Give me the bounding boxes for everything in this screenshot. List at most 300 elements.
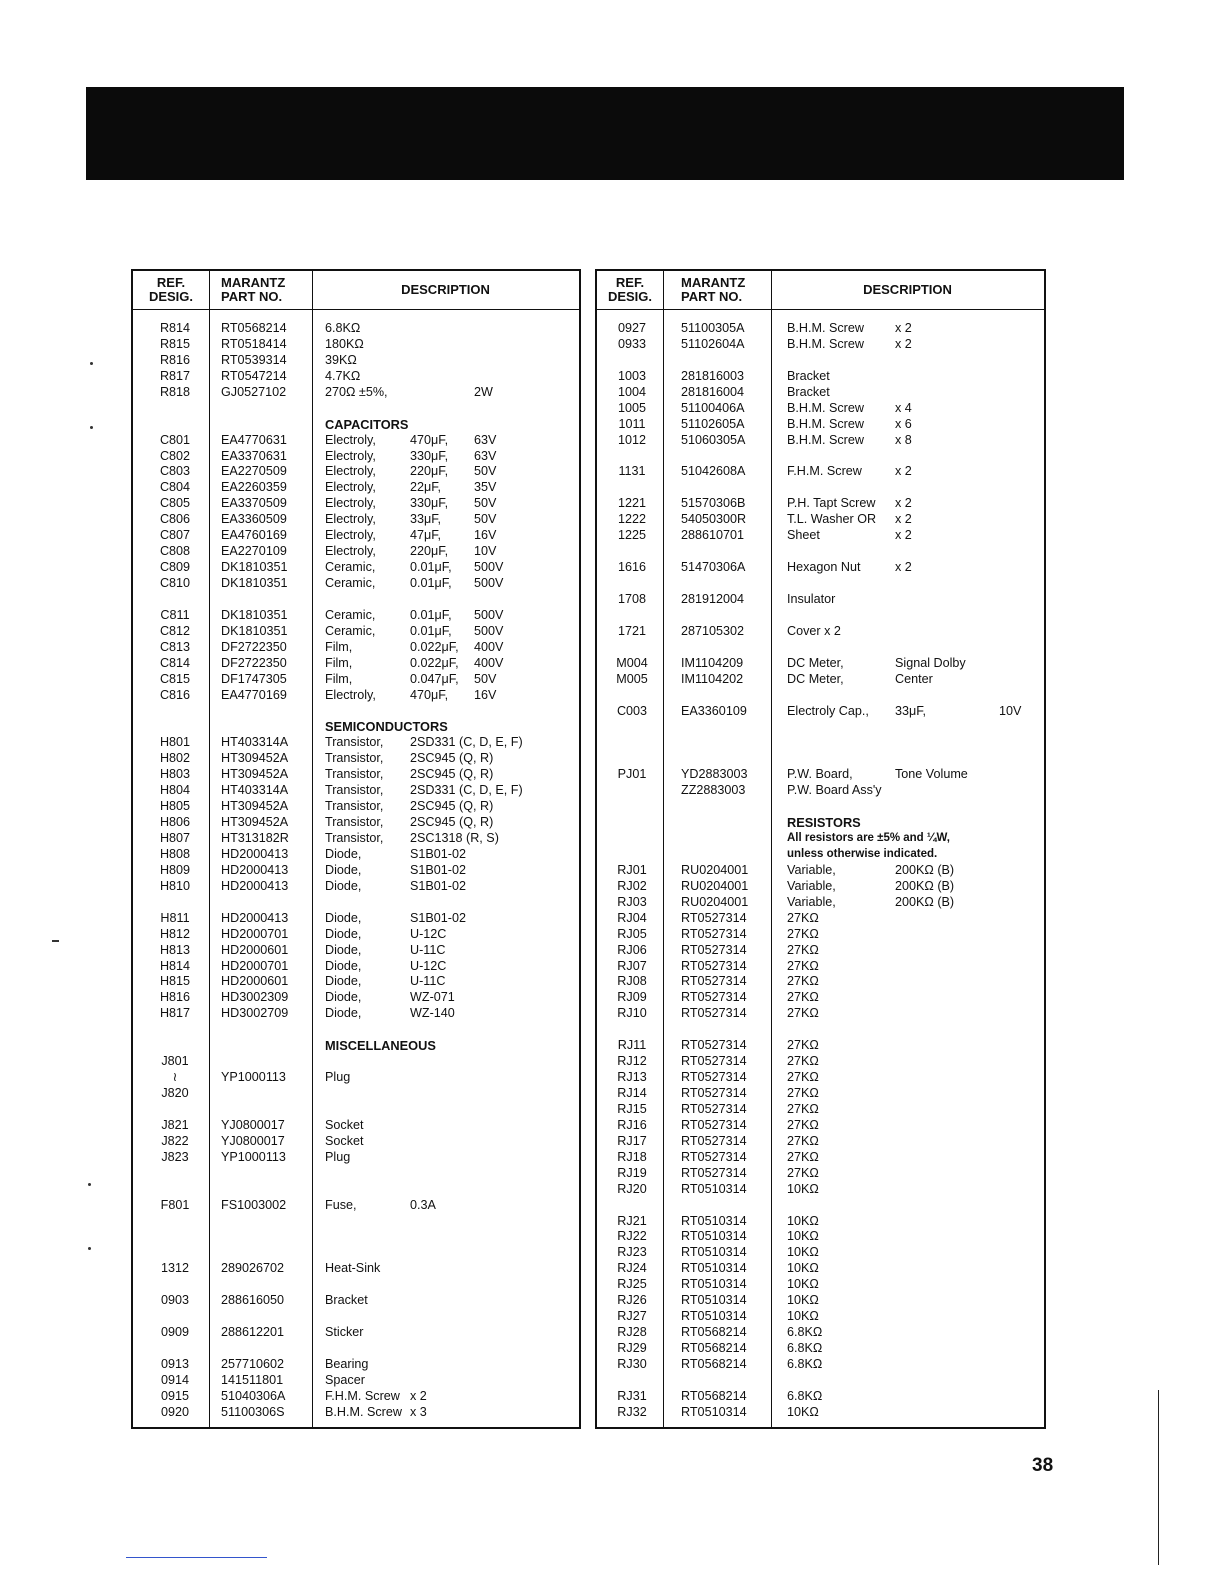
ref-desig: 0914 (160, 1372, 190, 1387)
description: 4.7KΩ (325, 368, 361, 383)
description: Socket (325, 1117, 364, 1132)
spec-value: 0.01μF, (410, 560, 452, 575)
part-number: HD3002709 (221, 1006, 289, 1021)
table-row (133, 496, 579, 512)
ref-desig: RJ25 (617, 1277, 647, 1292)
table-row (597, 496, 1044, 512)
part-number: EA4770631 (221, 432, 287, 447)
part-number: 51100306S (221, 1404, 285, 1419)
table-row (133, 1405, 579, 1421)
table-row (597, 879, 1044, 895)
part-number: DK1810351 (221, 623, 288, 638)
description: 6.8KΩ (787, 1325, 823, 1340)
ref-desig-header (597, 271, 663, 309)
table-row (597, 1118, 1044, 1134)
table-row (133, 449, 579, 465)
part-number: 51060305A (681, 432, 746, 447)
ref-desig: 0913 (160, 1356, 190, 1371)
part-number: EA3360109 (681, 703, 747, 718)
part-number: DK1810351 (221, 560, 288, 575)
table-row (597, 321, 1044, 337)
description: P.W. Board, (787, 767, 853, 782)
part-number: RT0527314 (681, 1038, 747, 1053)
spec-value: 2SC945 (Q, R) (410, 815, 494, 830)
ref-desig: RJ32 (617, 1404, 647, 1419)
ref-desig: J823 (161, 1149, 189, 1164)
table-row (597, 1134, 1044, 1150)
description: Electroly, (325, 448, 376, 463)
table-row (133, 528, 579, 544)
rating-value: 400V (474, 639, 504, 654)
spec-value: 2SC945 (Q, R) (410, 767, 494, 782)
spec-value: WZ-071 (410, 990, 455, 1005)
description: B.H.M. Screw (325, 1404, 402, 1419)
part-number: HD2000701 (221, 926, 289, 941)
part-number: EA3360509 (221, 512, 287, 527)
part-number: RT0568214 (221, 321, 287, 335)
spacer-row (597, 640, 1044, 656)
description: Electroly, (325, 544, 376, 559)
ref-desig: 0933 (617, 336, 647, 351)
ref-desig: H801 (159, 735, 191, 750)
spacer-row (597, 449, 1044, 465)
description: 10KΩ (787, 1277, 819, 1292)
table-row (133, 927, 579, 943)
spacer-row (597, 1022, 1044, 1038)
rating-value: 50V (474, 464, 497, 479)
part-number: RU0204001 (681, 894, 749, 909)
description: Electroly, (325, 496, 376, 511)
part-no-header (681, 271, 771, 309)
part-number: RT0527314 (681, 1133, 747, 1148)
part-number: RT0547214 (221, 368, 287, 383)
part-number: RT0527314 (681, 958, 747, 973)
part-number: RT0539314 (221, 352, 287, 367)
part-number: RT0568214 (681, 1388, 747, 1403)
table-row (597, 1070, 1044, 1086)
table-row (133, 672, 579, 688)
ref-desig: RJ12 (617, 1054, 647, 1069)
description: 10KΩ (787, 1404, 819, 1419)
part-number: RT0527314 (681, 910, 747, 925)
table-row (133, 1038, 579, 1054)
table-row (597, 831, 1044, 847)
description: Bearing (325, 1356, 369, 1371)
part-number: 54050300R (681, 512, 747, 527)
table-row (133, 576, 579, 592)
table-row (133, 783, 579, 799)
ref-desig: R817 (159, 368, 191, 383)
ref-desig: J820 (161, 1086, 189, 1100)
description: DC Meter, (787, 655, 844, 670)
ref-desig: J822 (161, 1133, 189, 1148)
part-number: 51042608A (681, 464, 746, 479)
table-row (597, 1325, 1044, 1341)
table-row (597, 1038, 1044, 1054)
description-header-label: DESCRIPTION (401, 282, 490, 297)
part-number: HD2000413 (221, 846, 289, 861)
description: 27KΩ (787, 942, 819, 957)
description: 10KΩ (787, 1261, 819, 1276)
table-row (133, 831, 579, 847)
table-row (133, 544, 579, 560)
description: Electroly, (325, 687, 376, 702)
ref-desig: F801 (160, 1197, 190, 1212)
spacer-row (597, 688, 1044, 704)
description: Variable, (787, 878, 836, 893)
ref-desig: 1011 (618, 416, 646, 431)
margin-mark (90, 362, 93, 365)
ref-desig: H816 (159, 990, 191, 1005)
rating-value: 10V (474, 544, 497, 559)
description: Plug (325, 1070, 351, 1085)
part-number: 51470306A (681, 560, 746, 575)
description: Diode, (325, 942, 362, 957)
part-number: FS1003002 (221, 1197, 287, 1212)
part-number: HT403314A (221, 735, 289, 750)
part-number: RT0527314 (681, 990, 747, 1005)
parts-rows-left (133, 321, 579, 1421)
ref-desig: RJ05 (617, 926, 647, 941)
table-row (597, 1261, 1044, 1277)
table-row (597, 1182, 1044, 1198)
description: Diode, (325, 910, 362, 925)
ref-desig: 1012 (617, 432, 647, 447)
spec-value: S1B01-02 (410, 878, 467, 893)
ref-desig: C802 (159, 448, 191, 463)
spec-value: Center (895, 671, 933, 686)
ref-desig: H812 (159, 926, 191, 941)
part-number: RU0204001 (681, 862, 749, 877)
spec-value: U-11C (410, 974, 446, 989)
part-number: RT0510314 (681, 1229, 747, 1244)
part-number: HD2000413 (221, 862, 289, 877)
table-row (133, 1134, 579, 1150)
spec-value: 470μF, (410, 687, 449, 702)
table-row (133, 735, 579, 751)
spacer-row (133, 1245, 579, 1261)
part-number: 51100406A (681, 400, 745, 415)
spec-value: 2SD331 (C, D, E, F) (410, 783, 523, 798)
part-number: 141511801 (221, 1372, 284, 1387)
table-row (133, 433, 579, 449)
table-row (597, 624, 1044, 640)
table-row (133, 815, 579, 831)
spec-value: 0.022μF, (410, 639, 459, 654)
ref-desig: 0903 (160, 1293, 190, 1308)
part-number: RT0527314 (681, 1070, 747, 1085)
rating-value: 400V (474, 655, 504, 670)
part-number: EA4770169 (221, 687, 287, 702)
part-number: DK1810351 (221, 576, 288, 590)
ref-header-line2: DESIG. (607, 289, 653, 304)
spec-value: 22μF, (410, 480, 442, 495)
description: 27KΩ (787, 958, 819, 973)
ref-desig: R816 (159, 352, 191, 367)
header-divider (133, 309, 579, 310)
ref-desig-header (133, 271, 209, 309)
table-row (133, 1357, 579, 1373)
part-no-header (221, 271, 311, 309)
table-row (597, 1309, 1044, 1325)
description: Diode, (325, 1006, 362, 1021)
description: 27KΩ (787, 1117, 819, 1132)
ref-desig: C807 (159, 528, 191, 543)
part-number: YD2883003 (681, 767, 748, 782)
table-row (597, 512, 1044, 528)
ref-desig: C803 (159, 464, 191, 479)
ref-desig: 1225 (617, 528, 647, 543)
part-header-line2: PART NO. (221, 289, 283, 304)
part-number: ZZ2883003 (681, 783, 746, 798)
ref-desig: 0927 (617, 321, 647, 335)
spacer-row (133, 1214, 579, 1230)
part-number: 288612201 (221, 1325, 285, 1340)
table-row (597, 911, 1044, 927)
part-number: RT0510314 (681, 1261, 747, 1276)
rating-value: 50V (474, 671, 497, 686)
description: P.W. Board Ass'y (787, 783, 882, 798)
spec-value: x 6 (895, 416, 912, 431)
ref-desig: C812 (159, 623, 191, 638)
table-row (133, 879, 579, 895)
ref-desig: RJ03 (617, 894, 647, 909)
ref-desig: RJ15 (617, 1101, 647, 1116)
ref-desig: C815 (159, 671, 191, 686)
ref-desig: C816 (159, 687, 191, 702)
section-note: unless otherwise indicated. (787, 847, 938, 860)
table-row (597, 528, 1044, 544)
part-number: DK1810351 (221, 607, 288, 622)
part-number: EA2270509 (221, 464, 287, 479)
table-row (133, 464, 579, 480)
description: B.H.M. Screw (787, 336, 864, 351)
part-number: YJ0800017 (221, 1117, 285, 1132)
part-number: RT0568214 (681, 1325, 747, 1340)
spacer-row (597, 1373, 1044, 1389)
description: Diode, (325, 990, 362, 1005)
ref-desig: 1616 (617, 560, 647, 575)
parts-table-right (595, 269, 1046, 1429)
ref-desig: RJ19 (617, 1165, 647, 1180)
ref-desig: 1222 (617, 512, 647, 527)
table-row (133, 943, 579, 959)
part-number: 281816004 (681, 384, 745, 399)
table-row (597, 1166, 1044, 1182)
ref-desig: C808 (159, 544, 191, 559)
spec-value: U-12C (410, 926, 447, 941)
spacer-row (133, 401, 579, 417)
description: Sticker (325, 1325, 364, 1340)
description: Transistor, (325, 751, 384, 766)
section-heading: CAPACITORS (325, 416, 409, 432)
description: Insulator (787, 591, 836, 606)
description: 27KΩ (787, 1054, 819, 1069)
header-divider (597, 309, 1044, 310)
part-number: 281912004 (681, 591, 745, 606)
part-number: HD2000601 (221, 974, 289, 989)
table-row (597, 1086, 1044, 1102)
table-row (133, 1118, 579, 1134)
part-number: RT0527314 (681, 1054, 747, 1069)
spec-value: U-12C (410, 958, 447, 973)
ref-desig: H817 (159, 1006, 191, 1021)
ref-desig: RJ08 (617, 974, 647, 989)
part-number: HD2000701 (221, 958, 289, 973)
description: Spacer (325, 1372, 365, 1387)
table-row (133, 321, 579, 337)
description: 27KΩ (787, 1149, 819, 1164)
ref-desig: J801 (161, 1054, 189, 1069)
ref-desig: C805 (159, 496, 191, 511)
description: Electroly, (325, 512, 376, 527)
description: Plug (325, 1149, 351, 1164)
section-note: All resistors are ±5% and ¼W, (787, 832, 950, 844)
ref-desig: J821 (161, 1117, 189, 1132)
spec-value: x 2 (410, 1388, 427, 1403)
rating-value: 500V (474, 607, 504, 622)
parts-rows-right (597, 321, 1044, 1421)
ref-desig: M004 (616, 655, 648, 670)
part-header-line1: MARANTZ (221, 275, 286, 290)
table-row (133, 369, 579, 385)
part-number: RT0527314 (681, 1165, 747, 1180)
description: 27KΩ (787, 1006, 819, 1021)
table-row (133, 1054, 579, 1070)
part-number: DF1747305 (221, 671, 287, 686)
spec-value: x 2 (895, 560, 912, 575)
rating-value: 50V (474, 496, 497, 511)
ref-desig: RJ24 (617, 1261, 647, 1276)
margin-mark (52, 940, 59, 942)
ref-desig: RJ17 (617, 1133, 647, 1148)
ref-desig: C810 (159, 576, 191, 590)
description: Heat-Sink (325, 1261, 381, 1276)
spacer-row (597, 480, 1044, 496)
description: Diode, (325, 974, 362, 989)
part-number: 289026702 (221, 1261, 285, 1276)
ref-desig: ≀ (172, 1070, 178, 1085)
part-number: 51040306A (221, 1388, 286, 1403)
ref-desig: RJ01 (617, 862, 647, 877)
ref-desig: M005 (616, 671, 648, 686)
table-row (597, 974, 1044, 990)
spec-value: 220μF, (410, 544, 449, 559)
part-number: YP1000113 (221, 1149, 286, 1164)
spacer-row (133, 1182, 579, 1198)
table-row (133, 1293, 579, 1309)
description: Variable, (787, 862, 836, 877)
table-row (597, 1150, 1044, 1166)
ref-desig: H803 (159, 767, 191, 782)
ref-desig: RJ06 (617, 942, 647, 957)
spec-value: 0.3A (410, 1197, 436, 1212)
ref-desig: C814 (159, 655, 191, 670)
spacer-row (597, 576, 1044, 592)
header-banner (86, 87, 1124, 180)
part-number: IM1104202 (681, 671, 744, 686)
spacer-row (597, 735, 1044, 751)
section-heading: MISCELLANEOUS (325, 1038, 436, 1054)
ref-desig: 0909 (160, 1325, 190, 1340)
description-header-label: DESCRIPTION (863, 282, 952, 297)
table-row (133, 1070, 579, 1086)
description: 6.8KΩ (787, 1388, 823, 1403)
description: Cover x 2 (787, 623, 841, 638)
rating-value: 35V (474, 480, 497, 495)
ref-desig: H814 (159, 958, 191, 973)
ref-desig: H807 (159, 831, 191, 845)
part-number: 51102605A (681, 416, 745, 431)
table-row (597, 417, 1044, 433)
spec-value: S1B01-02 (410, 910, 467, 925)
section-heading: RESISTORS (787, 815, 861, 831)
ref-desig: RJ16 (617, 1117, 647, 1132)
description: B.H.M. Screw (787, 416, 864, 431)
ref-desig: C003 (616, 703, 648, 718)
spec-value: 33μF, (895, 703, 927, 718)
spec-value: x 2 (895, 528, 912, 543)
table-row (597, 959, 1044, 975)
part-number: RT0568214 (681, 1356, 747, 1371)
description: 6.8KΩ (325, 321, 361, 335)
description: Electroly, (325, 464, 376, 479)
description: Transistor, (325, 799, 384, 814)
footer-link-line (126, 1557, 267, 1558)
description: 27KΩ (787, 1165, 819, 1180)
table-row (597, 990, 1044, 1006)
description: 27KΩ (787, 974, 819, 989)
spacer-row (133, 1309, 579, 1325)
spec-value: x 2 (895, 512, 912, 527)
part-number: RT0527314 (681, 1006, 747, 1021)
description: Electroly, (325, 528, 376, 543)
description: Hexagon Nut (787, 560, 861, 575)
ref-desig: RJ23 (617, 1245, 647, 1260)
spec-value: Tone Volume (895, 767, 968, 782)
table-row (597, 560, 1044, 576)
ref-desig: H808 (159, 846, 191, 861)
ref-desig: H811 (160, 910, 190, 925)
part-number: HT309452A (221, 815, 289, 830)
ref-desig: PJ01 (617, 767, 647, 782)
description: 6.8KΩ (787, 1341, 823, 1355)
ref-desig: C804 (159, 480, 191, 495)
ref-desig: H805 (159, 799, 191, 814)
spec-value: 470μF, (410, 432, 449, 447)
ref-desig: 1003 (617, 368, 647, 383)
table-row (133, 353, 579, 369)
table-row (597, 672, 1044, 688)
table-row (133, 688, 579, 704)
ref-desig: RJ28 (617, 1325, 647, 1340)
table-row (133, 417, 579, 433)
part-number: EA3370631 (221, 448, 287, 463)
table-row (133, 767, 579, 783)
description: 10KΩ (787, 1213, 819, 1228)
ref-desig: RJ18 (617, 1149, 647, 1164)
table-row (133, 1389, 579, 1405)
ref-desig: RJ07 (617, 958, 647, 973)
rating-value: 16V (474, 528, 497, 543)
ref-desig: RJ13 (617, 1070, 647, 1085)
table-row (133, 560, 579, 576)
part-header-line2: PART NO. (681, 289, 743, 304)
description: Ceramic, (325, 623, 376, 638)
spec-value: 0.01μF, (410, 607, 452, 622)
description: 27KΩ (787, 926, 819, 941)
rating-value: 63V (474, 448, 497, 463)
